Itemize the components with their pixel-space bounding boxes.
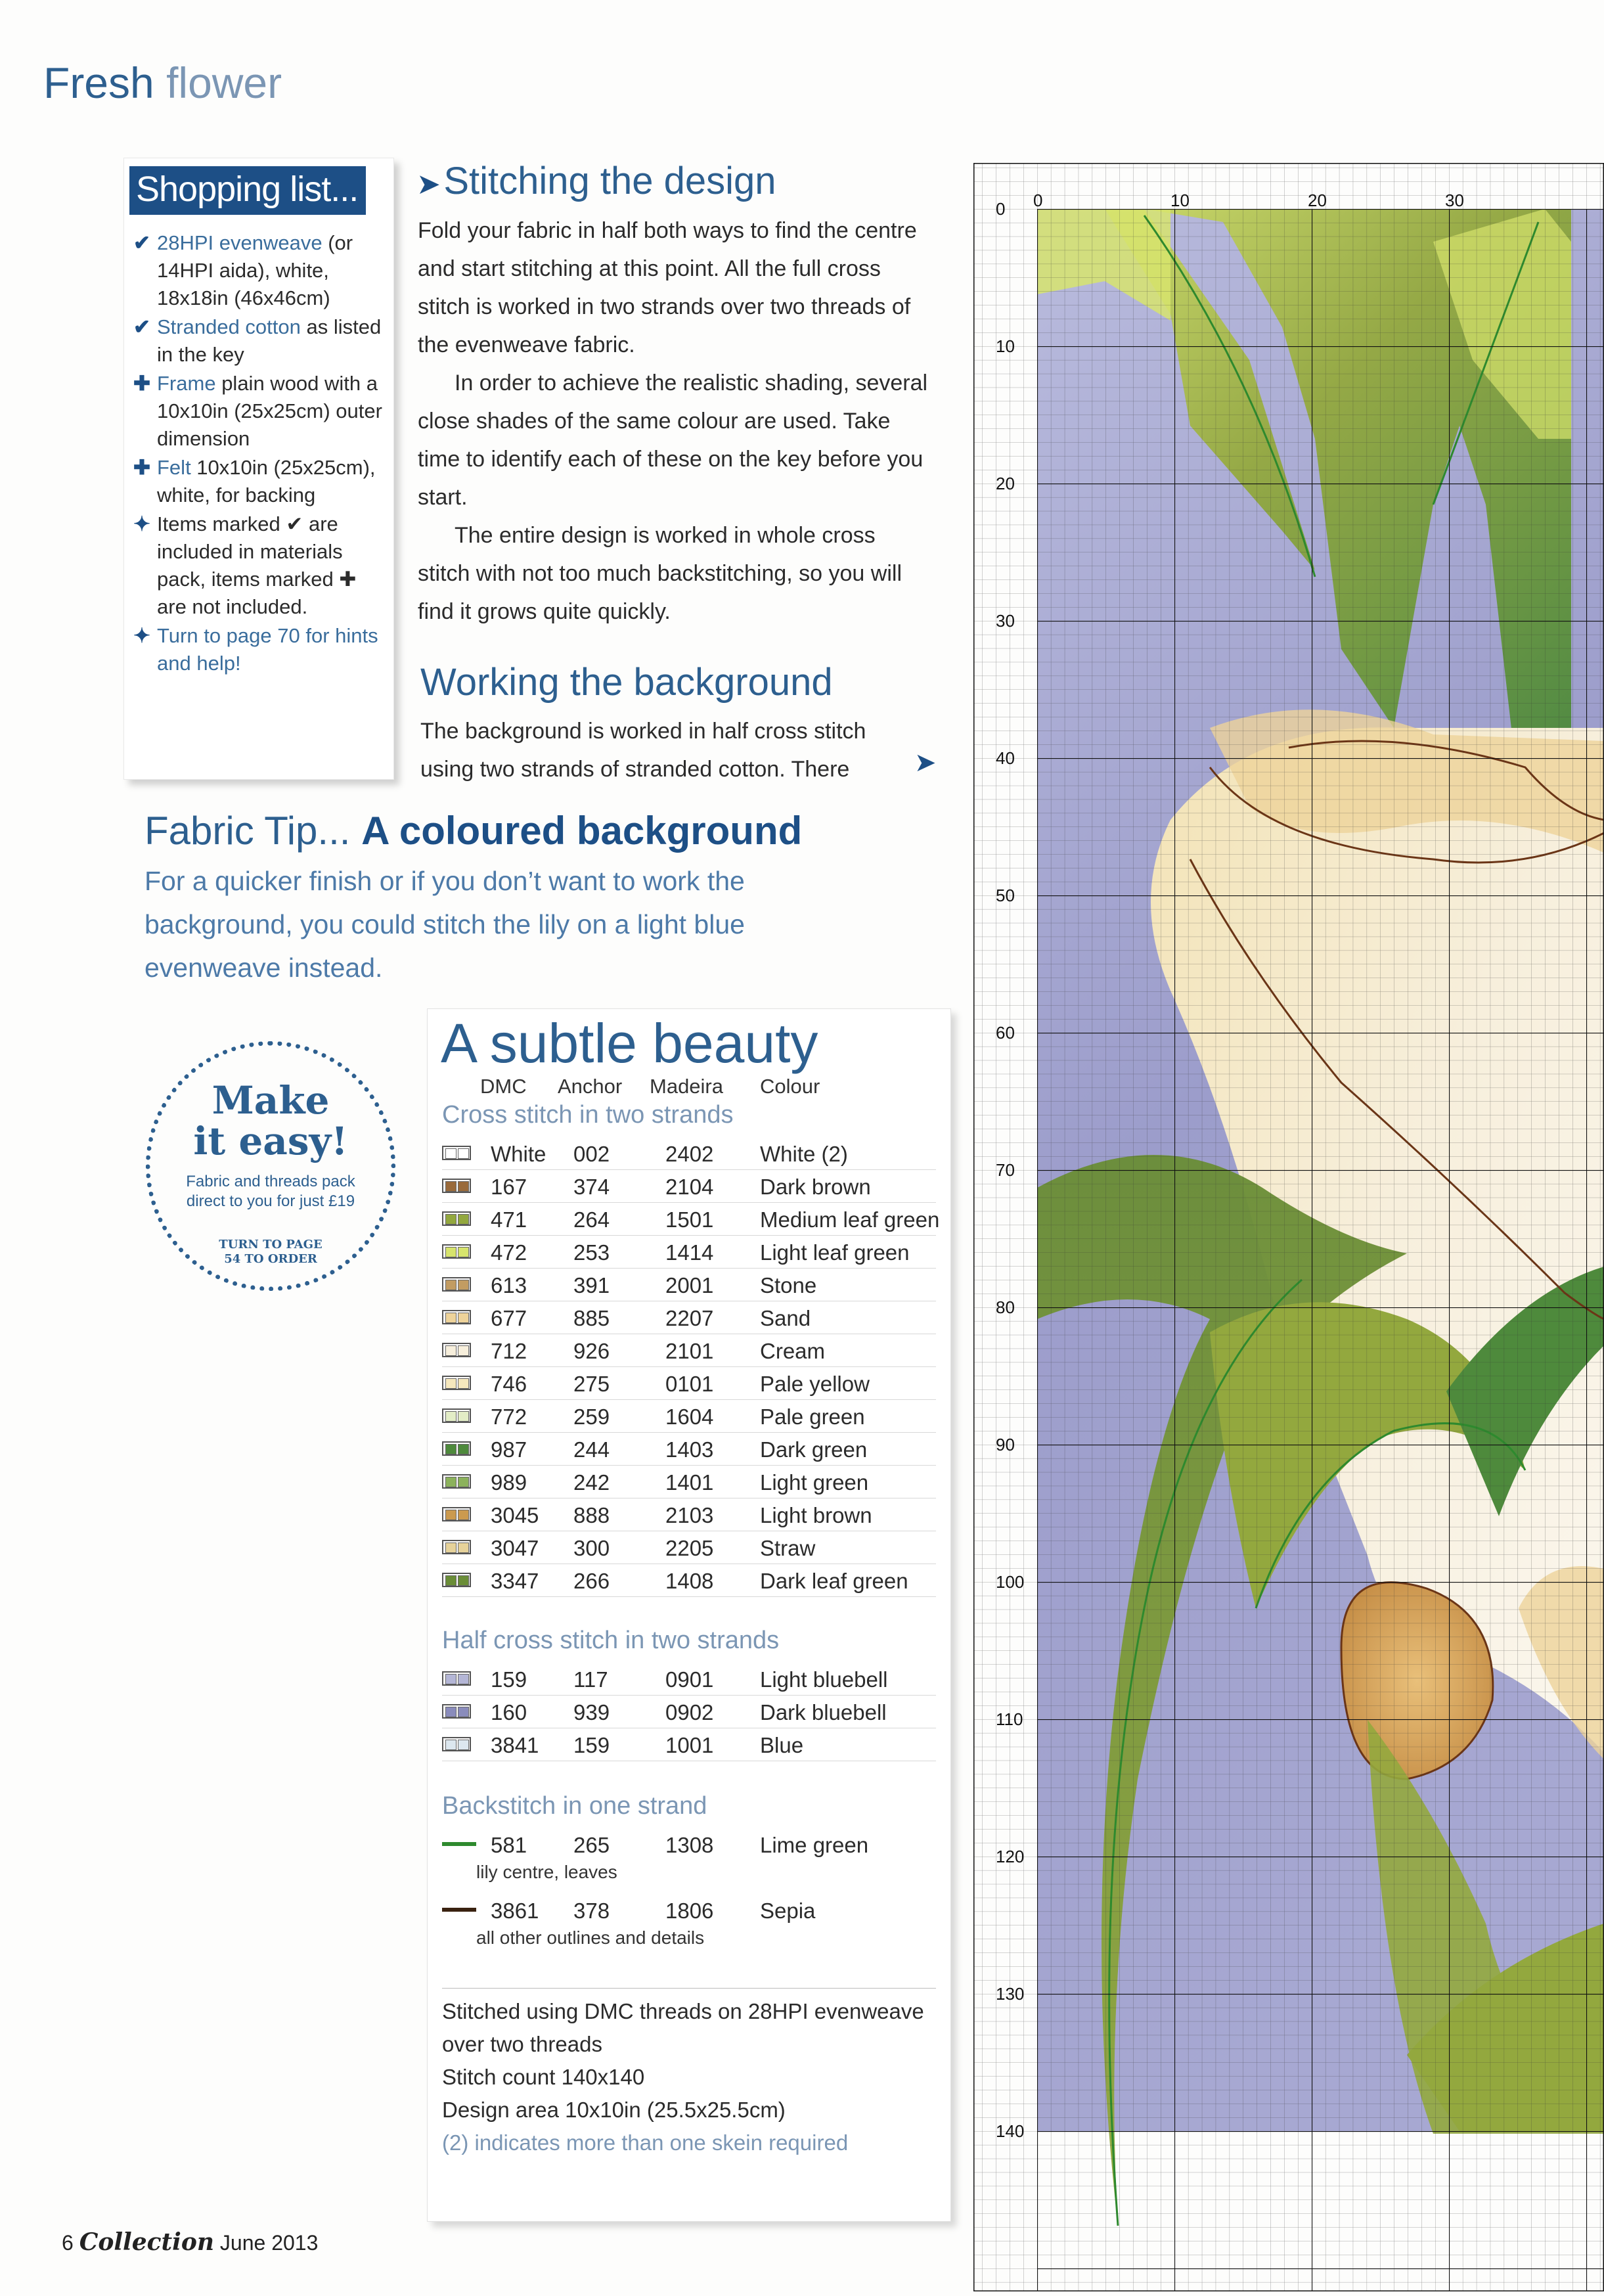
thread-madeira: 0901 (665, 1667, 714, 1692)
shopping-list-item (133, 229, 390, 312)
swatch-cell (458, 1148, 469, 1159)
item-text: (or 14HPI aida), white, 18x18in (46x46cm) (157, 231, 353, 309)
make-it-easy-title-line1: Make (212, 1078, 330, 1123)
thread-dmc: 3861 (491, 1899, 539, 1923)
background-body: The background is worked in half cross stitch using two strands of stranded cotton. There (420, 719, 866, 782)
fabric-tip-title: A coloured background (361, 809, 803, 853)
thread-anchor: 265 (573, 1833, 610, 1857)
key-header-madeira: Madeira (650, 1075, 723, 1098)
item-text: 10x10in (25x25cm), white, for backing (157, 456, 376, 506)
chart-column-label: 30 (1445, 191, 1464, 210)
swatch-cell (458, 1280, 469, 1290)
swatch-cell (458, 1181, 469, 1192)
thread-colour: Dark green (760, 1437, 868, 1462)
thread-anchor: 275 (573, 1372, 610, 1396)
chart-row-label: 100 (996, 1572, 1025, 1592)
chart-row-label: 140 (996, 2121, 1025, 2141)
thread-swatch (442, 1408, 471, 1423)
swatch-cell (445, 1575, 457, 1586)
key-header-colour: Colour (760, 1075, 820, 1098)
backstitch-note: lily centre, leaves (476, 1862, 617, 1882)
thread-swatch (442, 1507, 471, 1521)
shopping-list-heading: Shopping list... (129, 166, 366, 215)
chart-row-label: 40 (996, 748, 1015, 768)
thread-anchor: 391 (573, 1273, 610, 1297)
backstitch-line-swatch (442, 1908, 476, 1912)
key-row (442, 1662, 936, 1696)
stitching-body (418, 212, 930, 631)
thread-madeira: 2402 (665, 1142, 714, 1166)
thread-anchor: 378 (573, 1899, 610, 1923)
shopping-list (123, 158, 394, 780)
swatch-cell (445, 1247, 457, 1257)
chart-column-label: 20 (1308, 191, 1327, 210)
thread-anchor: 888 (573, 1503, 610, 1527)
swatch-cell (445, 1477, 457, 1487)
thread-dmc: 746 (491, 1372, 527, 1396)
thread-swatch (442, 1737, 471, 1751)
item-highlight: Stranded cotton (157, 315, 301, 338)
thread-madeira: 1604 (665, 1405, 714, 1429)
key-row (442, 1235, 936, 1269)
item-highlight: 28HPI evenweave (157, 231, 323, 254)
thread-madeira: 1501 (665, 1207, 714, 1232)
shopping-list-item (133, 510, 390, 621)
swatch-cell (458, 1411, 469, 1422)
swatch-cell (458, 1477, 469, 1487)
thread-anchor: 264 (573, 1207, 610, 1232)
thread-dmc: 160 (491, 1700, 527, 1724)
swatch-cell (458, 1707, 469, 1717)
thread-dmc: 987 (491, 1437, 527, 1462)
thread-dmc: 3347 (491, 1569, 539, 1593)
chart-column-label: 10 (1170, 191, 1190, 210)
bullet-icon: ✦ (133, 624, 150, 647)
thread-swatch (442, 1244, 471, 1259)
swatch-cell (458, 1313, 469, 1323)
shopping-list-item (133, 313, 390, 369)
thread-madeira: 1408 (665, 1569, 714, 1593)
swatch-cell (445, 1411, 457, 1422)
thread-colour: Dark bluebell (760, 1700, 887, 1724)
key-row (442, 1728, 936, 1761)
bullet-icon: ✦ (133, 512, 150, 535)
thread-colour: Lime green (760, 1833, 869, 1857)
background-heading: Working the background (420, 661, 833, 704)
thread-anchor: 242 (573, 1470, 610, 1495)
chart-grid-major (1037, 209, 1604, 2291)
make-it-easy-title-line2: it easy! (193, 1119, 348, 1163)
chart-row-label: 60 (996, 1023, 1015, 1043)
key-footer-line: Stitch count 140x140 (442, 2065, 645, 2089)
make-it-easy-text-inner: Fabric and threads pack direct to you for just £19 (186, 1173, 355, 1210)
key-back-title: Backstitch in one strand (442, 1792, 707, 1820)
key-cross-title: Cross stitch in two strands (442, 1101, 734, 1129)
thread-dmc: 159 (491, 1667, 527, 1692)
stitching-heading-text: Stitching the design (443, 160, 776, 202)
key-row (442, 1432, 936, 1466)
issue-date: June 2013 (219, 2231, 319, 2255)
item-text: plain wood with a 10x10in (25x25cm) outer dimension (157, 372, 382, 450)
thread-dmc: 613 (491, 1273, 527, 1297)
swatch-cell (445, 1542, 457, 1553)
thread-colour: Cream (760, 1339, 826, 1363)
thread-key (427, 1008, 951, 2222)
thread-swatch (442, 1310, 471, 1324)
swatch-cell (445, 1378, 457, 1389)
swatch-cell (445, 1674, 457, 1684)
thread-dmc: White (491, 1142, 546, 1166)
thread-swatch (442, 1671, 471, 1686)
key-row (442, 1202, 940, 1236)
chart-row-label: 130 (996, 1984, 1025, 2004)
thread-colour: Light brown (760, 1503, 872, 1527)
thread-swatch (442, 1277, 471, 1292)
key-row (442, 1465, 936, 1498)
page-title-bold: Fresh (43, 58, 154, 107)
item-highlight: Frame (157, 372, 216, 395)
thread-anchor: 002 (573, 1142, 610, 1166)
bullet-icon: ✚ (133, 456, 150, 479)
stitching-p3: The entire design is worked in whole cross stitch with not too much backstitching, so you will find it grows quite quickly. (418, 523, 902, 624)
swatch-cell (445, 1280, 457, 1290)
key-footer-line: Design area 10x10in (25.5x25.5cm) (442, 2098, 786, 2122)
thread-madeira: 2101 (665, 1339, 714, 1363)
item-highlight: Felt (157, 456, 191, 479)
thread-madeira: 1403 (665, 1437, 714, 1462)
continue-arrow-icon: ➤ (914, 748, 937, 777)
thread-madeira: 1401 (665, 1470, 714, 1495)
thread-madeira: 1308 (665, 1833, 714, 1857)
thread-dmc: 471 (491, 1207, 527, 1232)
thread-anchor: 117 (573, 1667, 608, 1692)
key-row (442, 1169, 936, 1203)
make-it-easy-badge[interactable] (146, 1041, 395, 1291)
thread-anchor: 253 (573, 1240, 610, 1265)
thread-swatch (442, 1211, 471, 1226)
thread-swatch (442, 1540, 471, 1554)
thread-swatch (442, 1146, 471, 1160)
swatch-cell (458, 1575, 469, 1586)
thread-anchor: 374 (573, 1175, 610, 1199)
chart-row-label: 0 (996, 199, 1006, 219)
swatch-cell (458, 1444, 469, 1454)
thread-swatch (442, 1474, 471, 1489)
key-row (442, 1531, 936, 1564)
swatch-cell (445, 1313, 457, 1323)
thread-swatch (442, 1376, 471, 1390)
thread-anchor: 300 (573, 1536, 610, 1560)
thread-madeira: 1001 (665, 1733, 714, 1757)
swatch-cell (458, 1214, 469, 1225)
thread-dmc: 989 (491, 1470, 527, 1495)
thread-madeira: 2001 (665, 1273, 714, 1297)
stitching-p1: Fold your fabric in half both ways to find the centre and start stitching at this point. All the full cross stitch is worked in two strands over two threads of the evenweave fabric. (418, 218, 917, 357)
chart-row-label: 110 (996, 1709, 1023, 1729)
fabric-tip-heading (145, 808, 802, 853)
thread-colour: Pale green (760, 1405, 865, 1429)
thread-anchor: 939 (573, 1700, 610, 1724)
thread-dmc: 712 (491, 1339, 527, 1363)
chart-column-label: 0 (1033, 191, 1043, 210)
thread-swatch (442, 1573, 471, 1587)
thread-colour: Dark leaf green (760, 1569, 908, 1593)
thread-dmc: 677 (491, 1306, 527, 1330)
thread-dmc: 3045 (491, 1503, 539, 1527)
thread-anchor: 926 (573, 1339, 610, 1363)
fabric-tip-label: Fabric Tip... (145, 809, 351, 853)
chart-row-label: 10 (996, 336, 1015, 356)
make-it-easy-cta-inner: TURN TO PAGE 54 TO ORDER (219, 1238, 323, 1266)
thread-madeira: 0101 (665, 1372, 714, 1396)
make-it-easy-cta (150, 1238, 391, 1267)
thread-dmc: 167 (491, 1175, 527, 1199)
chart-row-label: 20 (996, 474, 1015, 493)
thread-swatch (442, 1704, 471, 1719)
key-row (442, 1498, 936, 1531)
thread-anchor: 266 (573, 1569, 610, 1593)
thread-colour: Light green (760, 1470, 869, 1495)
key-title: A subtle beauty (441, 1012, 818, 1074)
page-footer (62, 2228, 318, 2256)
make-it-easy-title (150, 1080, 391, 1161)
shopping-list-item (133, 370, 390, 453)
thread-madeira: 2207 (665, 1306, 714, 1330)
thread-dmc: 3841 (491, 1733, 539, 1757)
page-title-light: flower (166, 58, 282, 107)
key-row (442, 1564, 936, 1597)
chart-row-label: 90 (996, 1435, 1015, 1454)
thread-madeira: 1806 (665, 1899, 714, 1923)
shopping-list-item (133, 454, 390, 509)
stitching-heading (416, 159, 776, 203)
swatch-cell (445, 1214, 457, 1225)
thread-dmc: 3047 (491, 1536, 539, 1560)
bullet-icon: ✚ (133, 372, 150, 395)
page-title (43, 58, 282, 108)
swatch-cell (445, 1740, 457, 1750)
thread-dmc: 772 (491, 1405, 527, 1429)
key-footer-line: Stitched using DMC threads on 28HPI evenweave (442, 1999, 924, 2023)
thread-colour: Sepia (760, 1899, 816, 1923)
key-row (442, 1399, 936, 1433)
bullet-icon: ✔ (133, 315, 150, 338)
thread-colour: Straw (760, 1536, 816, 1560)
magazine-name: Collection (79, 2228, 215, 2256)
swatch-cell (445, 1510, 457, 1520)
swatch-cell (458, 1510, 469, 1520)
chart-row-label: 80 (996, 1297, 1015, 1317)
chart-row-label: 70 (996, 1160, 1015, 1180)
thread-madeira: 0902 (665, 1700, 714, 1724)
bullet-icon: ✔ (133, 231, 150, 254)
thread-madeira: 2205 (665, 1536, 714, 1560)
swatch-cell (458, 1674, 469, 1684)
thread-colour: Blue (760, 1733, 804, 1757)
shopping-list-item (133, 622, 390, 677)
swatch-cell (445, 1345, 457, 1356)
thread-colour: Dark brown (760, 1175, 871, 1199)
thread-colour: Sand (760, 1306, 811, 1330)
thread-dmc: 472 (491, 1240, 527, 1265)
key-row (442, 1334, 936, 1367)
thread-colour: Medium leaf green (760, 1207, 940, 1232)
swatch-cell (458, 1740, 469, 1750)
thread-colour: Stone (760, 1273, 817, 1297)
thread-colour: White (2) (760, 1142, 848, 1166)
chart-row-label: 120 (996, 1847, 1025, 1866)
swatch-cell (458, 1345, 469, 1356)
key-row-backstitch (442, 1828, 936, 1860)
backstitch-line-swatch (442, 1842, 476, 1846)
key-row (442, 1366, 936, 1400)
chart-row-label: 30 (996, 611, 1015, 631)
swatch-cell (445, 1707, 457, 1717)
thread-anchor: 259 (573, 1405, 610, 1429)
make-it-easy-text (150, 1172, 391, 1211)
key-row (442, 1268, 936, 1301)
item-text: as listed in the key (157, 315, 382, 366)
thread-swatch (442, 1179, 471, 1193)
thread-madeira: 2104 (665, 1175, 714, 1199)
swatch-cell (445, 1148, 457, 1159)
thread-madeira: 1414 (665, 1240, 714, 1265)
thread-anchor: 244 (573, 1437, 610, 1462)
chart-row-label: 50 (996, 886, 1015, 905)
item-text: Items marked ✔ are included in materials pack, items marked ✚ are not included. (157, 512, 357, 618)
key-footer-line: over two threads (442, 2032, 602, 2056)
stitching-p2: In order to achieve the realistic shading, several close shades of the same colour are used. Take time to identify each of these on the key before you start. (418, 371, 928, 510)
shopping-list-items (133, 229, 390, 679)
item-highlight: Turn to page 70 for hints and help! (157, 624, 378, 675)
key-row (442, 1301, 936, 1334)
thread-anchor: 159 (573, 1733, 610, 1757)
swatch-cell (458, 1247, 469, 1257)
swatch-cell (458, 1378, 469, 1389)
key-row-backstitch (442, 1893, 936, 1926)
key-half-title: Half cross stitch in two strands (442, 1627, 780, 1654)
fabric-tip-text: For a quicker finish or if you don’t want to work the background, you could stitch the lily on a light blue evenweave instead. (145, 866, 745, 983)
thread-swatch (442, 1343, 471, 1357)
page-number: 6 (62, 2231, 74, 2255)
key-header-anchor: Anchor (558, 1075, 623, 1098)
backstitch-note: all other outlines and details (476, 1927, 705, 1948)
cross-stitch-chart (973, 163, 1604, 2291)
thread-colour: Pale yellow (760, 1372, 870, 1396)
key-row (442, 1137, 936, 1170)
key-footer (442, 1988, 936, 2159)
swatch-cell (445, 1444, 457, 1454)
thread-anchor: 885 (573, 1306, 610, 1330)
key-footer-note: (2) indicates more than one skein required (442, 2130, 849, 2155)
thread-madeira: 2103 (665, 1503, 714, 1527)
swatch-cell (458, 1542, 469, 1553)
key-row (442, 1695, 936, 1728)
thread-dmc: 581 (491, 1833, 527, 1857)
thread-colour: Light bluebell (760, 1667, 888, 1692)
swatch-cell (445, 1181, 457, 1192)
thread-colour: Light leaf green (760, 1240, 910, 1265)
key-header-dmc: DMC (480, 1075, 527, 1098)
arrow-icon: ➤ (416, 168, 441, 200)
thread-swatch (442, 1441, 471, 1456)
